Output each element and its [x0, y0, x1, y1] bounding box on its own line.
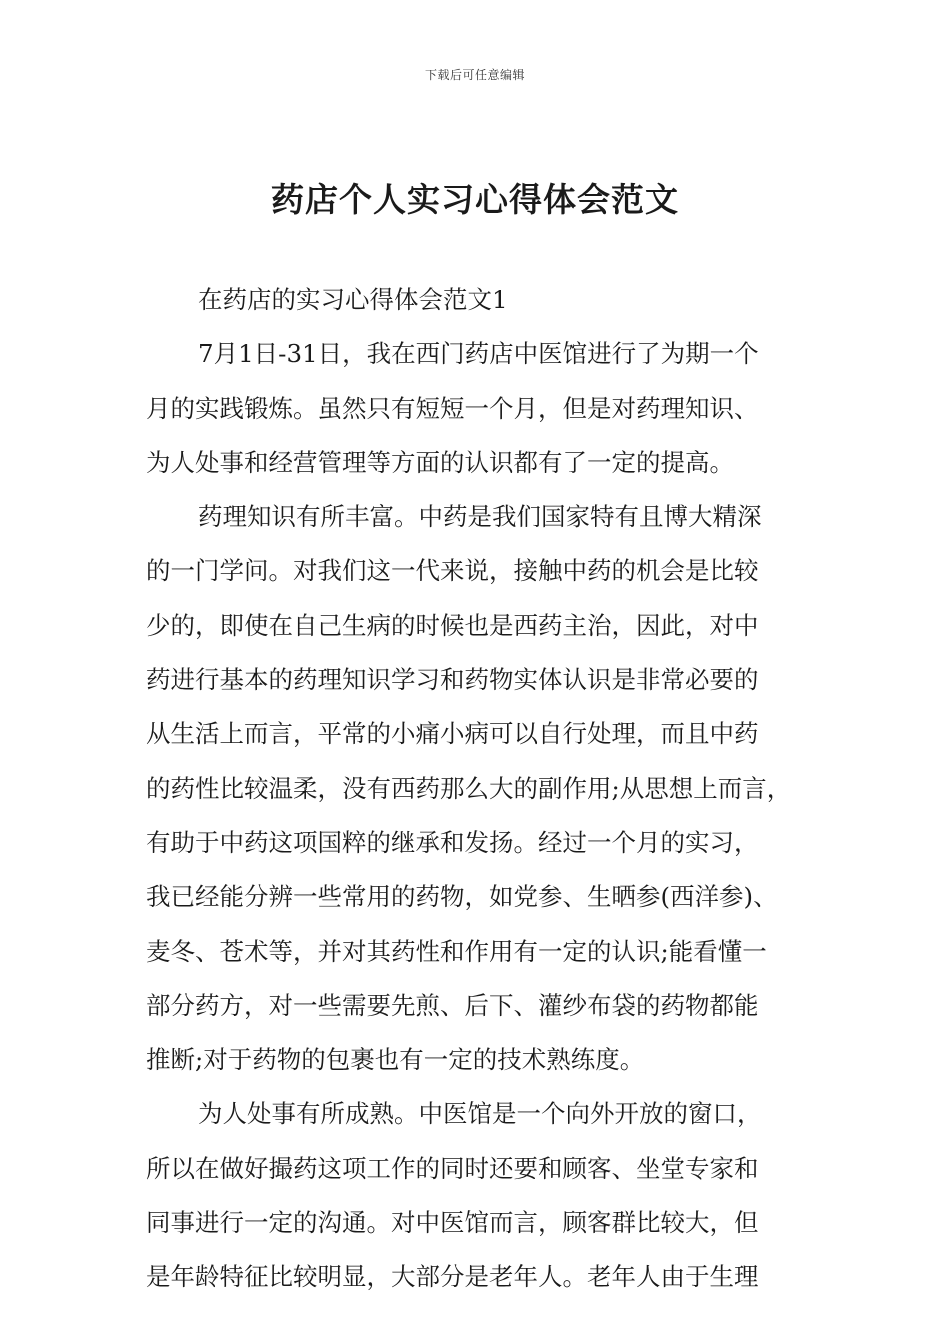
text-line: 部分药方，对一些需要先煎、后下、灌纱布袋的药物都能 [146, 990, 759, 1020]
text-line: 为人处事和经营管理等方面的认识都有了一定的提高。 [146, 447, 734, 477]
text-line: 7月1日-31日，我在西门药店中医馆进行了为期一个 [198, 339, 759, 369]
text-line: 同事进行一定的沟通。对中医馆而言，顾客群比较大，但 [146, 1208, 759, 1238]
text-line: 我已经能分辨一些常用的药物，如党参、生晒参(西洋参)、 [146, 882, 778, 912]
text-line: 药理知识有所丰富。中药是我们国家特有且博大精深 [198, 502, 762, 532]
text-line: 从生活上而言，平常的小痛小病可以自行处理，而且中药 [146, 719, 759, 749]
document-body [146, 280, 816, 1312]
text-line: 为人处事有所成熟。中医馆是一个向外开放的窗口， [198, 1099, 762, 1129]
text-line: 是年龄特征比较明显，大部分是老年人。老年人由于生理 [146, 1262, 759, 1292]
text-line: 所以在做好撮药这项工作的同时还要和顾客、坐堂专家和 [146, 1153, 759, 1183]
document-title: 药店个人实习心得体会范文 [271, 180, 679, 219]
text-line: 在药店的实习心得体会范文1 [198, 285, 508, 314]
text-line: 的药性比较温柔，没有西药那么大的副作用;从思想上而言， [146, 773, 792, 803]
text-line: 麦冬、苍术等，并对其药性和作用有一定的认识;能看懂一 [146, 936, 767, 966]
text-line: 月的实践锻炼。虽然只有短短一个月，但是对药理知识、 [146, 393, 759, 423]
text-line: 少的，即使在自己生病的时候也是西药主治，因此，对中 [146, 610, 759, 640]
page-header-note: 下载后可任意编辑 [424, 68, 525, 82]
text-line: 有助于中药这项国粹的继承和发扬。经过一个月的实习， [146, 827, 759, 857]
text-line: 的一门学问。对我们这一代来说，接触中药的机会是比较 [146, 556, 759, 586]
text-line: 推断;对于药物的包裹也有一定的技术熟练度。 [146, 1045, 645, 1075]
text-line: 药进行基本的药理知识学习和药物实体认识是非常必要的 [146, 665, 759, 695]
